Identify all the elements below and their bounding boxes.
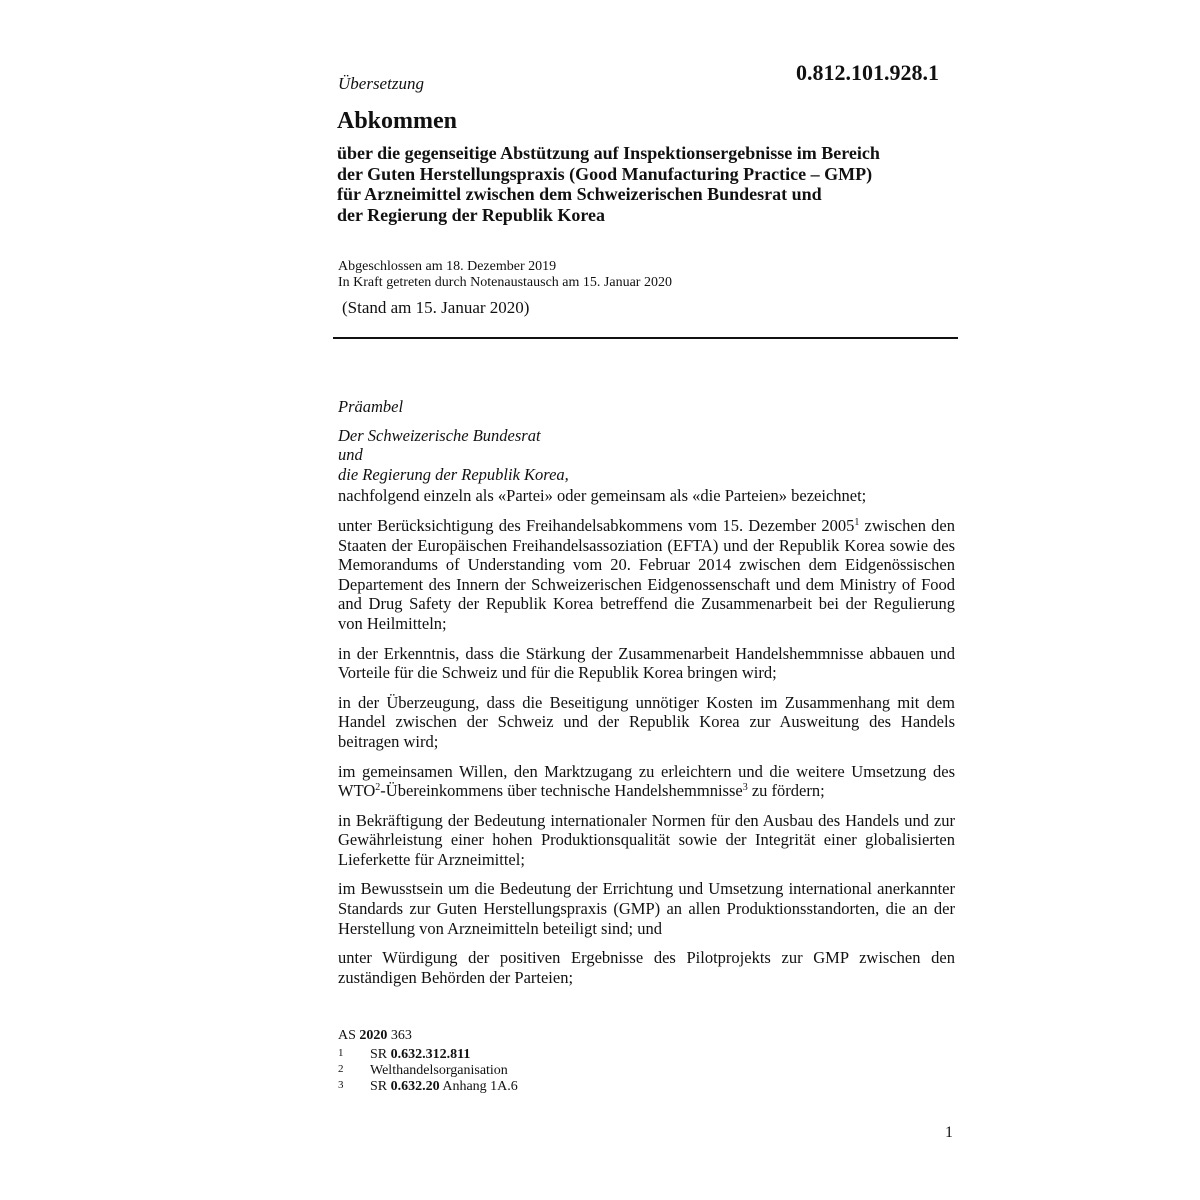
footnotes [338,1047,518,1095]
footnote-ref[interactable]: 1 [854,516,860,528]
preamble-paragraph: in Bekräftigung der Bedeutung internationaler Normen für den Ausbau des Handels und zur Gewährleistung einer hohen Produktionsqualität sowie der Integrität einer globalisierten Lieferkette für Arzneimittel; [338,810,955,869]
party-line: Der Schweizerische Bundesrat [338,425,541,445]
header-divider [333,337,958,339]
page-number: 1 [945,1124,953,1141]
footnote-reference[interactable]: 0.632.312.811 [390,1047,471,1062]
party-line: die Regierung der Republik Korea, [338,464,569,484]
paragraph-text: zu fördern; [747,781,825,801]
footnote-prefix: SR [370,1079,388,1094]
preamble-paragraph: in der Erkenntnis, dass die Stärkung der Zusammenarbeit Handelshemmnisse abbauen und Vorteile für die Schweiz und für die Republik Korea bringen wird; [338,643,955,683]
footnote-text: Welthandelsorganisation [370,1063,508,1078]
footnote [338,1079,518,1095]
preamble-paragraph: nachfolgend einzeln als «Partei» oder gemeinsam als «die Parteien» bezeichnet; [338,486,867,506]
footnote-text [370,1079,518,1095]
paragraph-text: zwischen den Staaten der Europäischen Freihandelsassoziation (EFTA) und der Republik Korea sowie des Memorandums of Understanding vom 20. Februar 2014 zwischen dem Eidgenössischen Departement des Innern der Schweizerischen Eidgenossenschaft und dem Ministry of Food and Drug Safety der Republik Korea betreffend die Zusammenarbeit bei der Regulierung von Heilmitteln; [338,515,955,633]
status-date: (Stand am 15. Januar 2020) [342,298,530,317]
preamble-paragraph: unter Würdigung der positiven Ergebnisse des Pilotprojekts zur GMP zwischen den zuständigen Behörden der Parteien; [338,948,955,987]
subtitle-line: für Arzneimittel zwischen dem Schweizerischen Bundesrat und [337,184,822,204]
concluded-date: Abgeschlossen am 18. Dezember 2019 [338,259,557,274]
party-line: und [338,445,363,465]
footnote-ref[interactable]: 2 [375,782,381,794]
footnote-number: 3 [338,1079,344,1091]
preamble-paragraph [338,762,955,801]
footnote-suffix: Anhang 1A.6 [442,1079,518,1094]
paragraph-text: im gemeinsamen Willen, den Marktzugang zu erleichtern und die weitere Umsetzung des WTO [338,761,955,801]
paragraph-text: unter Berücksichtigung des Freihandelsabkommens vom 15. Dezember 2005 [338,515,855,535]
in-force-date: In Kraft getreten durch Notenaustausch am 15. Januar 2020 [338,275,672,290]
as-year: 2020 [359,1028,388,1043]
translation-label: Übersetzung [338,74,424,93]
preamble-heading: Präambel [338,397,404,416]
as-prefix: AS [338,1028,356,1043]
date-block [338,259,672,291]
document-title: Abkommen [337,108,458,134]
preamble-paragraph: in der Überzeugung, dass die Beseitigung unnötiger Kosten im Zusammenhang mit dem Handel zwischen der Schweiz und der Republik Korea zur Ausweitung des Handels beitragen wird; [338,692,955,751]
subtitle-line: über die gegenseitige Abstützung auf Inspektionsergebnisse im Bereich [337,143,880,163]
paragraph-text: -Übereinkommens über technische Handelshemmnisse [380,781,743,801]
preamble-section [338,397,955,997]
subtitle-line: der Guten Herstellungspraxis (Good Manufacturing Practice – GMP) [337,163,873,184]
footnote-prefix: SR [370,1047,388,1062]
parties-block [338,426,955,485]
official-collection-ref [338,1028,412,1044]
footnote-number: 1 [338,1047,344,1059]
footnote-number: 2 [338,1063,344,1075]
as-page: 363 [390,1028,412,1043]
preamble-paragraph: im Bewusstsein um die Bedeutung der Errichtung und Umsetzung international anerkannter Standards zur Guten Herstellungspraxis (GMP) an allen Produktionsstandorten, die an der Herstellung von Arzneimitteln beteiligt sind; und [338,879,955,938]
footnote-ref[interactable]: 3 [742,782,748,794]
preamble-paragraph [338,516,955,634]
subtitle-line: der Regierung der Republik Korea [337,204,606,225]
sr-number: 0.812.101.928.1 [796,60,939,85]
document-subtitle [337,143,967,225]
footnote-text [370,1047,470,1063]
footnote-reference[interactable]: 0.632.20 [390,1079,440,1094]
